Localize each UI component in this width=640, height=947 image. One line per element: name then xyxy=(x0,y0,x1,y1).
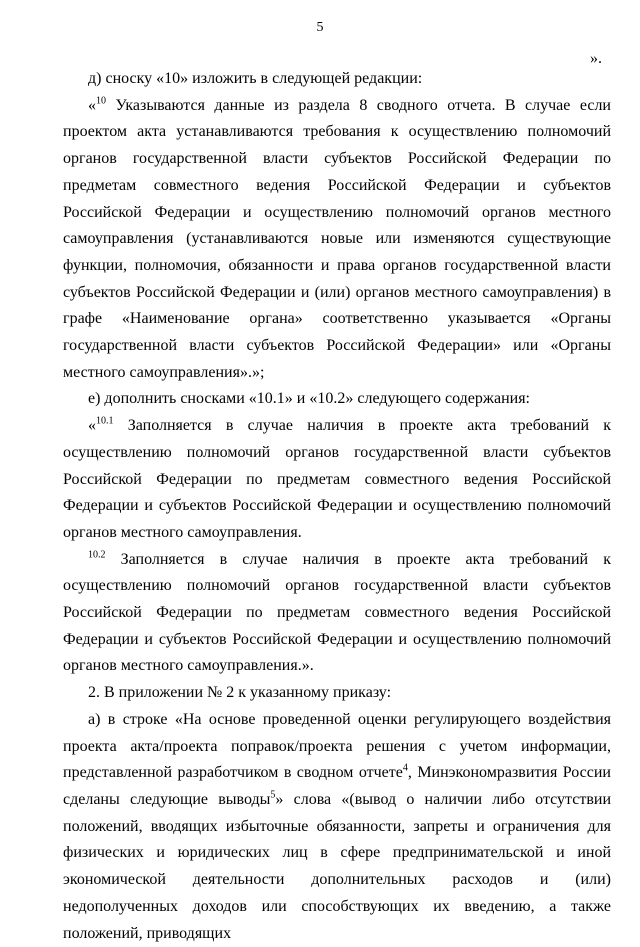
footnote-marker: 10.1 xyxy=(96,415,114,427)
footnote-marker: 4 xyxy=(402,762,408,774)
footnote-marker: 10.2 xyxy=(88,549,106,561)
footnote-marker: 10 xyxy=(96,95,106,107)
paragraph-appendix-2: 2. В приложении № 2 к указанному приказу: xyxy=(88,684,392,702)
paragraph-footnote-10-intro: д) сноску «10» изложить в следующей редакции: xyxy=(88,70,423,87)
document-body xyxy=(63,66,611,947)
footnote-marker: 5 xyxy=(270,789,276,801)
paragraph-item-a: а) в строке «На основе проведенной оценки регулирующего воздействия проекта акта/проекта поправок/проекта решения с учетом информации, представленной разработчиком в сводном отчете$^4$, Минэкономразвития России сделаны следующие выводы$^5$» слова «(вывод о наличии либо отсутствии положений, вводящих избыточные обязанности, запреты и ограничения для физических и юридических лиц в сфере предпринимательской и иной экономической деятельности дополнительных расходов и (или) недополученных доходов или способствующих их введению, а также положений, приводящих xyxy=(63,710,611,942)
paragraph-footnote-10-1: «$^{10.1}$ Заполняется в случае наличия в проекте акта требований к осуществлению полномочий органов государственной власти субъектов Российской Федерации по предметам совместного ведения Российской Федерации и субъектов Российской Федерации и осуществлению полномочий органов местного самоуправления. xyxy=(63,415,611,541)
closing-quote-mark: ». xyxy=(590,50,602,67)
paragraph-footnote-10-2: $^{10.2}$ Заполняется в случае наличия в проекте акта требований к осуществлению полномочий органов государственной власти субъектов Российской Федерации по предметам совместного ведения Российской Федерации и субъектов Российской Федерации и осуществлению полномочий органов местного самоуправления.». xyxy=(63,549,611,675)
paragraph-footnote-10: «$^{10}$ Указываются данные из раздела 8 сводного отчета. В случае если проектом акта устанавливаются требования к осуществлению полномочий органов государственной власти субъектов Российской Федерации по предметам совместного ведения Российской Федерации и субъектов Российской Федерации и осуществлению полномочий органов местного самоуправления (устанавливаются новые или изменяются существующие функции, полномочия, обязанности и права органов государственной власти субъектов Российской Федерации и (или) органов местного самоуправления) в графе «Наименование органа» соответственно указывается «Органы государственной власти субъектов Российской Федерации» или «Органы местного самоуправления».»; xyxy=(63,95,611,381)
paragraph-footnotes-10-1-10-2-intro: е) дополнить сносками «10.1» и «10.2» следующего содержания: xyxy=(88,390,530,408)
page-number: 5 xyxy=(316,20,324,35)
